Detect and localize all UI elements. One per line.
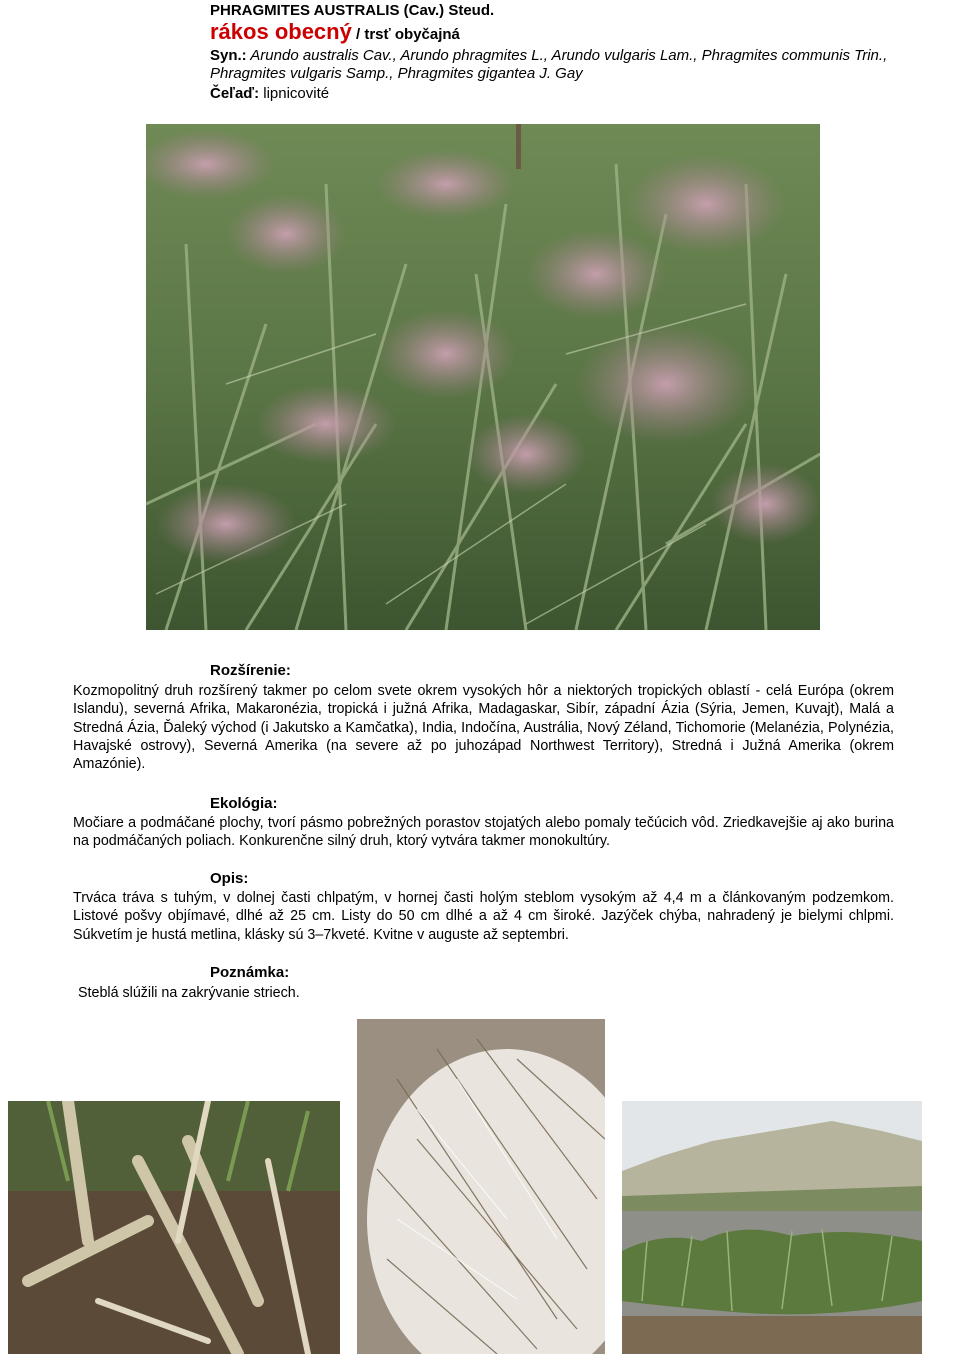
section-heading-description: Opis:	[210, 870, 249, 887]
section-text-distribution: Kozmopolitný druh rozšírený takmer po celom svete okrem vysokých hôr a niektorých tropických oblastí - celá Európa (okrem Islandu), severná Afrika, Makaronézia, tropická i južná Afrika, Madagaskar, Sibír, západní Ázia (Sýria, Jemen, Kuvajt), Malá a Stredná Ázia, Ďaleký východ (i Jakutsko a Kamčatka), India, Indočína, Austrália, Nový Zéland, Tichomorie (Melanézia, Polynézia, Havajské ostrovy), Severná Amerika (na severe až po juhozápad Northwest Territory), Stredná i Južná Amerika (okrem Amazónie).	[73, 683, 894, 773]
synonyms-label: Syn.:	[210, 47, 247, 64]
section-text-description: Trváca tráva s tuhým, v dolnej časti chlpatým, v hornej časti holým steblom vysokým až 4,4 m a článkovaným podzemkom. Listové pošvy objímavé, dlhé až 25 cm. Listy do 50 cm dlhé a až 4 cm široké. Jazýček chýba, nahradený je bielymi chlpmi. Súkvetím je hustá metlina, klásky sú 3–7kveté. Kvitne v auguste až septembri.	[73, 890, 894, 943]
section-text-note: Steblá slúžili na zakrývanie striech.	[78, 985, 300, 1001]
common-name-line	[210, 20, 955, 47]
family	[210, 83, 955, 105]
main-photo-reed-bed	[146, 124, 820, 630]
species-header	[210, 0, 955, 105]
photo-lake-reedbed	[622, 1101, 922, 1354]
common-name-alt: / trsť obyčajná	[351, 26, 460, 43]
photo-plume-closeup	[357, 1019, 605, 1354]
common-name: rákos obecný	[210, 19, 352, 44]
section-heading-ecology: Ekológia:	[210, 795, 278, 812]
synonyms-line-1: Arundo australis Cav., Arundo phragmites L., Arundo vulgaris Lam., Phragmites communis Trin.,	[246, 47, 888, 64]
family-label: Čeľaď:	[210, 85, 260, 102]
section-heading-note: Poznámka:	[210, 964, 290, 981]
section-heading-distribution: Rozšírenie:	[210, 662, 291, 679]
latin-name: PHRAGMITES AUSTRALIS (Cav.) Steud.	[210, 2, 495, 19]
synonyms-line-2: Phragmites vulgaris Samp., Phragmites gigantea J. Gay	[210, 65, 583, 82]
section-text-ecology: Močiare a podmáčané plochy, tvorí pásmo pobrežných porastov stojatých alebo pomaly tečúcich vôd. Zriedkavejšie aj ako burina na podmáčaných poliach. Konkurenčne silný druh, ktorý vytvára takmer monokultúry.	[73, 815, 894, 850]
photo-rhizome-stems	[8, 1101, 340, 1354]
family-value: lipnicovité	[259, 85, 330, 102]
synonyms	[210, 47, 955, 83]
